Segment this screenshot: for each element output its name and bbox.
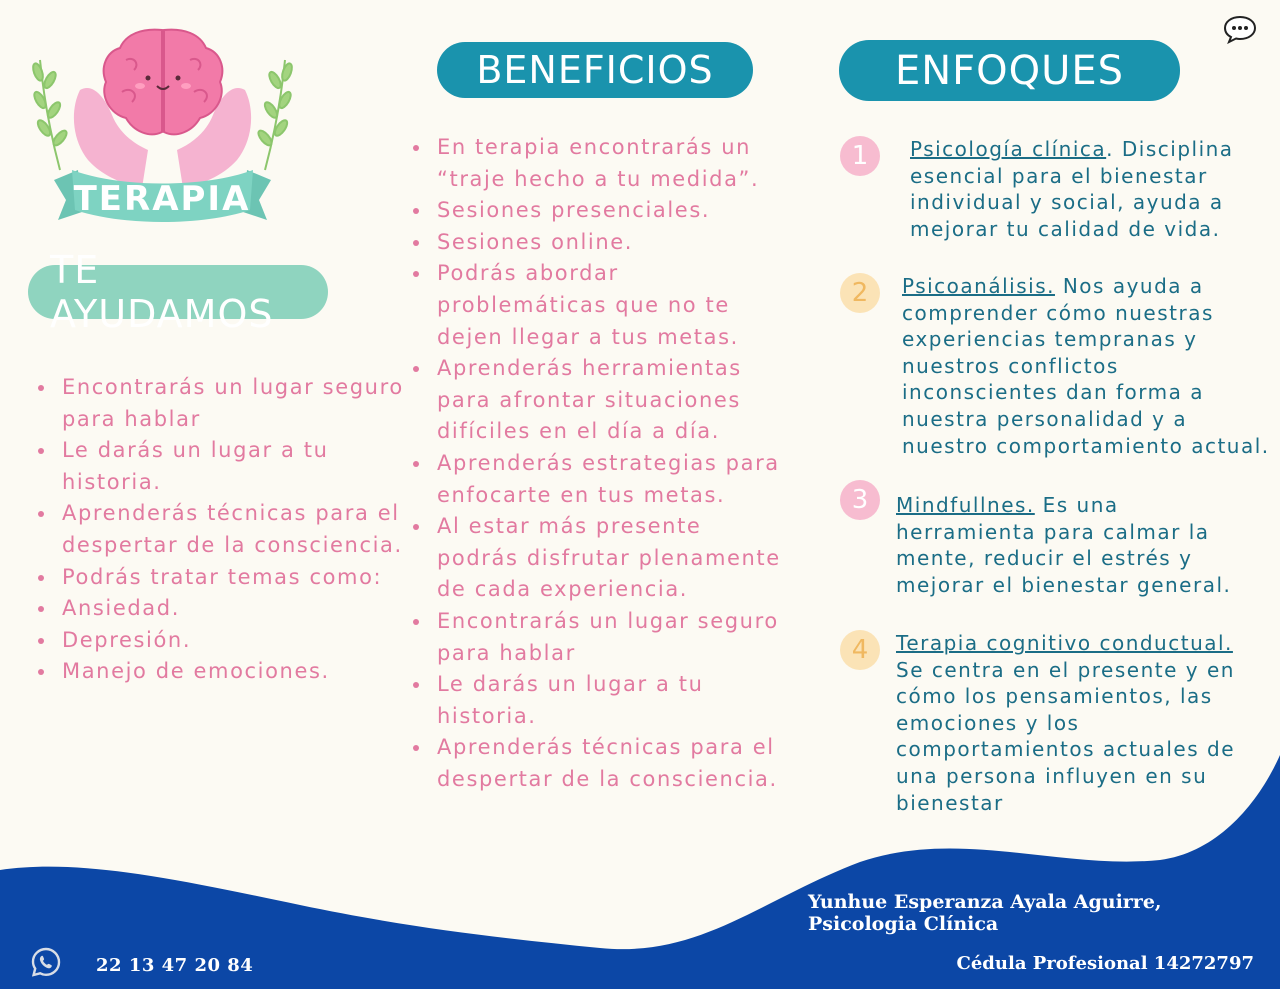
enfoque-text	[896, 492, 1241, 598]
logo-text: TERAPIA	[73, 179, 251, 219]
list-item: Ansiedad.	[38, 593, 408, 625]
list-item: Depresión.	[38, 625, 408, 657]
beneficios-list	[413, 132, 783, 795]
enfoque-text	[902, 273, 1280, 459]
list-item: En terapia encontrarás un “traje hecho a tu medida”.	[413, 132, 783, 195]
ayudamos-list	[38, 372, 408, 688]
list-item: Aprenderás técnicas para el despertar de la consciencia.	[413, 732, 783, 795]
list-item: Manejo de emociones.	[38, 656, 408, 688]
phone-number[interactable]: 22 13 47 20 84	[96, 955, 254, 976]
enfoque-title[interactable]: Psicoanálisis.	[902, 274, 1055, 298]
whatsapp-icon[interactable]	[30, 946, 62, 978]
cedula-profesional: Cédula Profesional 14272797	[956, 953, 1254, 974]
leaf-branch-right	[256, 60, 294, 170]
brain-icon	[104, 30, 223, 135]
number-badge: 4	[840, 630, 880, 670]
te-ayudamos-heading: TE AYUDAMOS	[28, 265, 328, 319]
chat-bubble-icon[interactable]	[1222, 14, 1258, 44]
list-item: Encontrarás un lugar seguro para hablar	[38, 372, 408, 435]
title-line: Psicologia Clínica	[808, 913, 999, 935]
enfoque-description: Nos ayuda a comprender cómo nuestras experiencias tempranas y nuestros conflictos inconscientes dan forma a nuestra personalidad y a nuestro comportamiento actual.	[902, 274, 1270, 458]
enfoque-text	[896, 630, 1246, 816]
list-item: Le darás un lugar a tu historia.	[413, 669, 783, 732]
list-item: Aprenderás herramientas para afrontar situaciones difíciles en el día a día.	[413, 353, 783, 448]
list-item: Aprenderás técnicas para el despertar de la consciencia.	[38, 498, 408, 561]
name-line: Yunhue Esperanza Ayala Aguirre,	[808, 891, 1162, 913]
enfoque-title[interactable]: Mindfullnes.	[896, 493, 1035, 517]
enfoque-title[interactable]: Terapia cognitivo conductual.	[896, 631, 1233, 655]
list-item: Encontrarás un lugar seguro para hablar	[413, 606, 783, 669]
leaf-branch-left	[31, 60, 69, 170]
list-item: Aprenderás estrategias para enfocarte en tus metas.	[413, 448, 783, 511]
list-item: Le darás un lugar a tu historia.	[38, 435, 408, 498]
number-badge: 2	[840, 273, 880, 313]
enfoque-description: Es una herramienta para calmar la mente, reducir el estrés y mejorar el bienestar general.	[896, 493, 1232, 597]
list-item: Al estar más presente podrás disfrutar plenamente de cada experiencia.	[413, 511, 783, 606]
enfoque-description: . Disciplina esencial para el bienestar individual y social, ayuda a mejorar tu calidad de vida.	[910, 137, 1234, 241]
enfoque-description: Se centra en el presente y en cómo los pensamientos, las emociones y los comportamientos actuales de una persona influyen en su bienestar	[896, 657, 1236, 815]
enfoque-title[interactable]: Psicología clínica	[910, 137, 1107, 161]
list-item: Podrás abordar problemáticas que no te dejen llegar a tus metas.	[413, 258, 783, 353]
number-badge: 1	[840, 136, 880, 176]
beneficios-heading: BENEFICIOS	[437, 42, 753, 98]
list-item: Sesiones online.	[413, 227, 783, 259]
therapy-logo	[30, 20, 295, 235]
psychologist-name	[808, 891, 1162, 935]
enfoques-heading: ENFOQUES	[839, 40, 1180, 101]
enfoque-text	[910, 136, 1240, 242]
list-item: Podrás tratar temas como:	[38, 562, 408, 594]
number-badge: 3	[840, 480, 880, 520]
list-item: Sesiones presenciales.	[413, 195, 783, 227]
